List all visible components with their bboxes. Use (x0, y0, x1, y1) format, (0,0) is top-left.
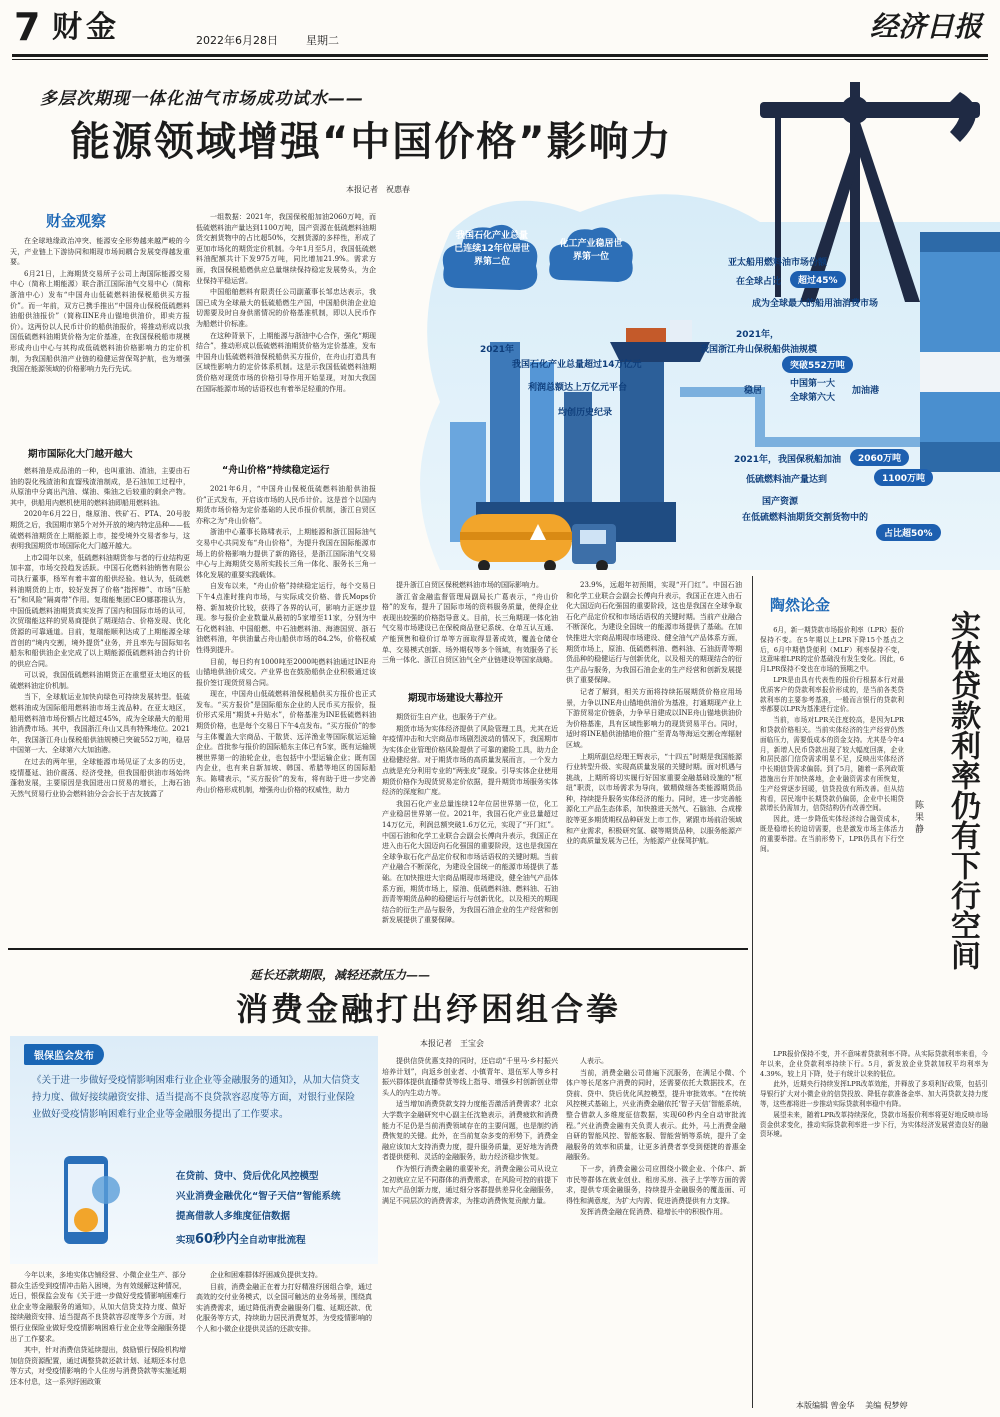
lead-col1-paragraph: 6月21日，上海期货交易所子公司上海国际能源交易中心（简称上期能源）联合浙江国际油气交易中心（简称浙油中心）发布“中国舟山低硫燃料油保税船供买方报价”。而一年前，双方已携手推出“中国舟山保税低硫燃料油船供油报价”（简称IINE舟山锚地供油价，即卖方报价）。这两份以人民币计价的船供油报价，将推动形成以我国低硫燃料油期货价格为定价基准，在我国保税船市规模形成舟山中心与其构成低硫燃料油价格影响力的定价机制，为我国船供油产业链的稳健运营保驾护航，也为增强我国在能源领域的价格影响力先行先试。 (10, 269, 190, 374)
issue-weekday: 星期二 (306, 34, 339, 47)
consumer-col2-paragraph: 企业和困难群体纾困减负提供支持。 (210, 1271, 322, 1279)
lead-col4-paragraph: 上期所副总经理王辉表示，“十四五”时期是我国能源行业转型升级、实现高质量发展的关键时期。面对机遇与挑战，上期所将切实履行好国家重要金融基础设施的“枢纽”职责，以市场需求为导向，做精做细各类能源期货品种，持续提升服务实体经济的能力。同时，进一步完善能源化工产品生态体系，加快推进天然气、石脑油、合成橡胶等更多期货期权品种研发上市工作，紧跟市场前沿领域和产业需求，积极研究氢、碳等期货品种，以服务能源产业的高质量发展为己任，为能源产业保驾护航。 (566, 752, 742, 846)
consumer-col3-paragraph: 提供信贷优惠支持的同时，还启动“千里马·乡村振兴培养计划”，向返乡创业者、小镇青年、退伍军人等乡村振兴群体提供直播带货等线上指导、增强乡村创新创业带头人的内生动力等。 (382, 1057, 558, 1097)
bullet-4 (176, 1228, 306, 1247)
footer-credits (796, 1400, 908, 1411)
rank-world: 全球第六大 (790, 393, 836, 403)
bullet-2: 兴业消费金融优化“智子天信”智能系统 (176, 1191, 341, 1202)
consumer-col1-paragraph: 其中，针对消费信贷延续提出，鼓励银行保险机构增加信贷资源配置，通过调整贷款还款计划、延期还本付息等方式，对受疫情影响的个人住房与消费贷款等实施延期还本付息，这一系列纾困政策 (10, 1346, 186, 1386)
lead-col3 (382, 580, 558, 680)
commentary-body-top-paragraph: 6月，新一期贷款市场报价利率（LPR）报价保持不变。在5年期以上LPR下降15个基点之后，6月中期借贷便利（MLF）利率保持不变，这意味着LPR的定价基础没有发生变化。因此，6月LPR保持不变也在市场的预期之中。 (760, 626, 904, 674)
page-number: 7 (14, 5, 41, 49)
lead-col3-paragraph: 浙江省金融监督管理局副局长广葛表示，“舟山价格”的发布，提升了国际市场的资料服务质量，使得企业表现出较强的价格指导意义。目前，长三角期现一体化油气交易市场建设已在保税商品登记系统、仓单互认互通、产能预售和稳价订单等方面取得显著成效，覆盖仓储仓单、交易模式创新、场外期权等多个领域，有效服务了长三角一体化、浙江自贸区油气全产业链建设等国家战略。 (382, 592, 558, 665)
lead-byline: 本报记者 祝惠春 (346, 185, 410, 194)
lead-col1b-paragraph: 燃料油是成品油的一种，也叫重油、渣油，主要由石油的裂化残渣油和直馏残渣油制成，是石油加工过程中，从原油中分离出汽油、煤油、柴油之后较重的剩余产物。其中，供船用内燃机使用的燃料油即船用燃料油。 (10, 467, 190, 507)
lead-col2b-paragraph: 目前，每日约有1000吨至2000吨燃料油通过INE舟山锚地供油价成交。产业界也在鼓励船供企业积极通过该报价签订现货贸易合同。 (196, 657, 376, 687)
commentary-body-top-paragraph: 因此，进一步降低实体经济综合融资成本，既是稳增长的迫切需要，也是激发市场主体活力的重要举措。在当前形势下，LPR仍具有下行空间。 (760, 815, 904, 853)
section-name: 财金 (52, 10, 120, 45)
lead-col1 (10, 236, 190, 446)
lead-col2b-paragraph: 现在，中国舟山低硫燃料油保税船供买方报价也正式发布。“买方报价”是国际船东企业的人民币买方报价，报价形式采用“期货+升贴水”，价格基准为INE低硫燃料油期货价格，也是每个交易日下午4点发布。“买方报价”的参与主体覆盖大宗商品、干散货、远洋渔业等国际航运运输企业。首批参与报价的国际船东主体已有5家，既有运输规模世界第一的油轮企业，也包括中小型运输企业；既有国内企业，也有来自新加坡、韩国、希腊等地区的国际船东。陈啸表示，“买方报价”的发布，将有助于进一步完善舟山价格形成机制，增强舟山价格的权威性，助力 (196, 690, 376, 794)
petrochem-total-stat: 我国石化产业总量超过14万亿元 (512, 360, 642, 370)
lead-col1b-paragraph: 可以说，我国低硫燃料油期货正在重塑亚太地区的低硫燃料油定价机制。 (10, 671, 190, 690)
editor-label: 本版编辑 (796, 1401, 828, 1410)
notice-tag-badge: 银保监会发布 (24, 1044, 104, 1065)
zhoushan-value: 突破552万吨 (782, 356, 853, 373)
lead-col2b (196, 484, 376, 941)
editor-name: 曾金华 (830, 1401, 855, 1410)
column-tag-badge: 财金观察 (46, 212, 107, 230)
lead-col1b-paragraph: 当下，全球航运业加快向绿色可持续发展转型。低硫燃料油成为国际船用燃料油市场主流品种。在亚太地区，船用燃料油市场份额占比超过45%，成为全球最大的船用油消费市场。其中，我国浙江舟山又具有特殊地位。2021年，我国浙江舟山保税船供油规模已突破552万吨，稳居中国第一大、全球第六大加油港。 (10, 693, 190, 755)
bullet-3: 提高借款人多维度征信数据 (176, 1211, 291, 1222)
year-label-b: 2021年， (736, 330, 780, 340)
bunker-label: 我国保税船加油 (778, 455, 842, 465)
lead-col2-paragraph: 一组数据：2021年，我国保税船加油2060万吨，而低硫燃料油产量达到1100万吨，国产资源在低硫燃料油期货交割货物中的占比超50%，交割货源的多样性，形成了更加市场化的期货定价机制。今年1月至5月，我国低硫燃料油配额共计下发975万吨，同比增加21.9%。需求方面，我国保税船燃供应总量继续保持稳定发展势头，为企业保持平稳运营。 (196, 213, 376, 285)
lead-headline: 能源领域增强“中国价格”影响力 (70, 119, 673, 165)
rank-suffix: 加油港 (852, 386, 880, 396)
lead-col2-paragraph: 中国船舶燃料有限责任公司副董事长邹忠达表示，我国已成为全球最大的低硫船燃生产国，中国船供油企业迫切需要及时自身供需情况的价格基准机制，即以人民币作为船燃计价标准。 (196, 288, 376, 328)
lead-col3b-paragraph: 期货衍生自产业，也服务于产业。 (396, 713, 501, 721)
bullet-4-prefix: 实现 (176, 1235, 196, 1246)
rank-china: 中国第一大 (790, 379, 836, 389)
lead-bottom-rule (8, 948, 748, 950)
cloud-text-right: 化工产业稳居世界第一位 (559, 239, 623, 262)
sub-heading-3: 期现市场建设大幕拉开 (408, 693, 504, 704)
record-stat: 均创历史纪录 (558, 408, 613, 418)
lead-kicker: 多层次期现一体化油气市场成功试水—— (40, 89, 364, 109)
consumer-col4 (566, 1056, 746, 1402)
consumer-col4-paragraph: 当前，消费金融公司普遍下沉服务，在满足小微、个体户等长尾客户消费的同时，还需要依托大数据技术，在贷前、贷中、贷后优化风控模型，提升审批效率。“在传统风控模式基础上，兴业消费金融依托‘智子天信’智能系统，整合借款人多维度征信数据，实现60秒内全自动审批流程。”兴业消费金融有关负责人表示。此外，马上消费金融自研的智能风控、智能客服、智能营销等系统，提升了金融服务的效率和质量，让更多消费者享受到便捷的普惠金融服务。 (566, 1068, 746, 1162)
lead-col2 (196, 212, 376, 456)
notice-text: 《关于进一步做好受疫情影响困难行业企业等金融服务的通知》，从加大信贷支持力度、做好接续融资安排、适当提高不良贷款容忍度等方面，对银行业保险业做好受疫情影响困难行业企业等金融服务提出了工作要求。 (32, 1075, 360, 1120)
consumer-col3-paragraph: 作为银行消费金融的重要补充，消费金融公司从设立之初就应立足不同群体的消费需求，在风险可控的前提下加大产品创新力度，通过细分客群提供差异化金融服务，满足不同层次的消费需求，为推动消费恢复贡献力量。 (382, 1164, 558, 1205)
issue-date: 2022年6月28日 (196, 34, 278, 47)
consumer-byline: 本报记者 王宝会 (420, 1039, 484, 1048)
lead-col2b-paragraph: 浙油中心董事长陈啸表示，上期能源和浙江国际油气交易中心共同发布“舟山价格”，为提升我国在国际能源市场上的价格影响力提供了新的路径，是浙江国际油气交易中心与上海期货交易所实践长三角一体化、服务长三角一体化发展的重要实践载体。 (196, 528, 376, 579)
zhoushan-label: 我国浙江舟山保税船供油规模 (700, 345, 818, 355)
consumer-col2 (196, 1270, 372, 1402)
domestic-value: 占比超50% (876, 524, 941, 541)
lead-col1b-paragraph: 2020年6月22日，继原油、铁矿石、PTA、20号胶期货之后，我国期市第5个对外开放的境内特定品种——低硫燃料油期货在上期能源上市，接受境外交易者参与，这表明我国期货市场国际化大门越开越大。 (10, 510, 190, 551)
petrochem-profit-stat: 利润总额达上万亿元平台 (528, 383, 628, 393)
lead-col1b (10, 466, 190, 941)
cloud-text-left: 我国石化产业总量已连续12年位居世界第二位 (454, 231, 530, 267)
consumer-col1 (10, 1270, 186, 1402)
commentary-body-bottom (760, 1050, 988, 1398)
year-label-c: 2021年， (734, 455, 778, 465)
consumer-col1-paragraph: 今年以来，多地实体店铺经营、小微企业生产、部分群众生活受到疫情冲击陷入困境，为有效缓解这种情况，近日，银保监会发布《关于进一步做好受疫情影响困难行业企业等金融服务的通知》，从加大信贷支持力度、做好接续融资安排、适当提高不良贷款容忍度等多个方面，对银行业保险业做好受疫情影响困难行业企业等金融服务提出了工作要求。 (10, 1271, 186, 1343)
paper-name-logo: 经济日报 (869, 10, 982, 43)
sub-heading-1: 期市国际化大门越开越大 (28, 449, 133, 460)
phone-icon (36, 1150, 136, 1250)
domestic-label: 国产资源 (762, 497, 799, 507)
lead-col3b-paragraph: 期货市场为实体经济提供了风险管理工具，尤其在近年疫情冲击和大宗商品市场剧烈波动的情况下，我国期市为实体企业管理价格风险提供了可靠的避险工具，助力企业稳健经营。对于期货市场的高质量发展而言，一个发力点就是充分利用专业的“两张皮”现象。引导实体企业使用期货价格作为现货贸易定价依据，提升期货市场服务实体经济的深度和广度。 (382, 724, 558, 797)
asia-share-prefix: 在全球占比 (736, 277, 782, 287)
bullet-1: 在贷前、贷中、贷后优化风控模型 (176, 1171, 319, 1182)
asia-share-label: 亚太船用燃料油市场份额 (728, 258, 828, 268)
storage-tank-icon (920, 232, 1000, 472)
bunker-value: 2060万吨 (850, 449, 909, 466)
commentary-body-top-paragraph: LPR是由具有代表性的报价行根据本行对最优质客户的贷款利率报价形成的，是当前各类贷款利率的主要参考基准，一般而言银行的贷款利率都要以LPR为基准进行定价。 (760, 675, 904, 714)
designer-label: 美编 (865, 1401, 882, 1410)
commentary-body-top (760, 626, 904, 1046)
commentary-body-bottom-paragraph: 展望未来，随着LPR改革持续深化，贷款市场报价利率将更好地反映市场资金供求变化，推动实际贷款利率进一步下行，为实体经济发展营造良好的融资环境。 (760, 1110, 988, 1139)
lead-col2b-paragraph: 2021年6月，“中国舟山保税低硫燃料油船供油报价”正式发布，开启该市场的人民币计价。这是首个以国内期货市场价格为定价基础的人民币报价机制，浙江自贸区亦称之为“舟山价格”。 (196, 485, 376, 525)
lead-col3-paragraph: 提升浙江自贸区保税燃料油市场的国际影响力。 (396, 581, 543, 589)
sub-heading-2: “舟山价格”持续稳定运行 (222, 465, 330, 476)
lead-col1b-paragraph: 上市2周年以来，低硫燃料油期货参与者的行业结构更加丰富，市场交投趋发活跃。中国石化燃料油销售有限公司执行董事，杨军有着丰富的船供经验。他认为，低硫燃料油期货的上市，较好发挥了价格“指挥棒”、市场“压舱石”和风险“隔离带”作用。复瑞能集团CEO娜郡推认为，中国低硫燃料油期货真实发挥了国内和国际市场的认可，次贸瑞能这样的贸易商提供了期现结合、价格发现、优化货源的可靠通道。目前，复瑞能顺利达成了上期能源全球首创的“境内交割，境外提货”业务，并且率先与国际知名船东和船供油企业完成了以上期能源低硫燃料油合约计价的供应合同。 (10, 553, 190, 668)
commentary-tag: 陶然论金 (770, 596, 831, 614)
designer-name: 倪梦婷 (883, 1401, 908, 1410)
commentary-author: 陈果静 (913, 800, 923, 836)
lead-col1-paragraph: 在全球地缘政治冲突、能源安全形势越来越严峻的今天，产业链上下游协同和期现市场间耦合发展变得越发重要。 (10, 237, 190, 267)
lead-col4 (566, 580, 742, 941)
lead-col2-paragraph: 在这种背景下，上期能源与浙油中心合作，强化“期现结合”，推动形成以低硫燃料油期货价格为定价基准，发布中国舟山低硫燃料油保税船供买方报价，在舟山打造具有区域性影响力的定价体系机制。这是示我国低硫燃料油期货价格对现货市场的价格引导作用开始显现，对加大我国在国际能源市场的话语权也有着举足轻重的作用。 (196, 331, 376, 393)
lead-col1b-paragraph: 在过去的两年里，全球能源市场见证了太多的历史，疫情蔓延、油价震荡、经济受挫，但我国船供油市场始终蓬勃发展，主要原因是我国进出口贸易的增长，上海石油天然气贸易行业协会燃料油分会会长于吉友披露了 (10, 758, 190, 798)
lead-col4-paragraph: 23.9%，远超年初预期，实现“开门红”。中国石油和化学工业联合会副会长傅向升表示，我国正在进入由石化大国迈向石化强国的重要阶段，这也是我国在全球争取石化产品定价权和市场话语权的关键时期。当前产业融合不断深化，为建设全国统一的能源市场提供了基础。在加快推进大宗商品期现市场建设、健全油气产品体系方面，期货市场上，原油、低硫燃料油、燃料油、石油沥青等期货品种的稳健运行与创新优化，以及相关的期现结合的衍生产品与服务，为我国石油企业的生产经营和创新发展提供了重要保障。 (566, 581, 742, 685)
consumer-col3-paragraph: 适当增加消费贷款支持力度能否激活消费需求？北京大学数字金融研究中心副主任沈艳表示，消费疲软和消费能力不足仍是当前消费领域存在的主要问题，也是制约消费恢复的关键。此外，在当前复杂多变的形势下，消费金融应该加大支持消费力度，提升服务质量，更好地为消费者提供便利、灵活的金融服务，助力经济稳步恢复。 (382, 1100, 558, 1162)
rank-prefix: 稳居 (744, 386, 763, 396)
consumer-col2-paragraph: 目前，消费金融正在着力打好精准纾困组合拳，通过高效的交付业务模式，以全国可触达的业务场景，围绕真实消费需求，通过降低消费金融服务门槛、延期还款、优化服务等方式，持续助力居民消费复苏，为受疫情影响的个人和小微企业提供灵活的还款安排。 (196, 1282, 372, 1333)
consumer-kicker: 延长还款期限，减轻还款压力—— (250, 968, 431, 982)
domestic-text: 在低硫燃料油期货交割货物中的 (742, 513, 869, 523)
asia-rank-text: 成为全球最大的船用油消费市场 (752, 299, 879, 309)
commentary-body-bottom-paragraph: LPR报价保持不变，并不意味着贷款利率不降。从实际贷款利率来看，今年以来，企业贷款利率持续下行。5月，新发放企业贷款加权平均利率为4.39%，较上月下降，处于有统计以来的低位。 (760, 1050, 988, 1078)
masthead (0, 0, 1000, 64)
consumer-col4-paragraph: 人表示。 (580, 1057, 608, 1065)
commentary-headline: 实体贷款利率仍有下行空间 (945, 610, 980, 970)
lead-col3b-paragraph: 我国石化产业总量连续12年位居世界第一位，化工产业稳居世界第一位。2021年，我国石化产业总量超过14万亿元，利润总额突破1.6万亿元，实现了“开门红”。中国石油和化学工业联合会副会长傅向升表示，我国正在进入由石化大国迈向石化强国的重要阶段，这也是我国在全球争取石化产品定价权和市场话语权的关键时期。当前产业融合不断深化，为建设全国统一的能源市场提供了基础。在加快推进大宗商品期现市场建设，健全油气产品体系方面，期货市场上，原油、低硫燃料油、燃料油、石油沥青等期货品种的稳健运行与创新优化，以及相关的期现结合的衍生产品与服务，为我国石油企业的生产经营和创新发展提供了重要保障。 (382, 799, 558, 925)
consumer-col3 (382, 1056, 558, 1402)
bullet-4-value: 60秒内 (195, 1232, 240, 1247)
output-value: 1100万吨 (874, 469, 933, 486)
bullet-4-suffix: 全自动审批流程 (239, 1235, 306, 1246)
consumer-headline: 消费金融打出纾困组合拳 (236, 990, 622, 1028)
commentary-body-top-paragraph: 当前，市场对LPR关注度较高，是因为LPR和贷款价格相关。当前实体经济的生产经营仍然面临压力，需要低成本的资金支持。尤其是今年4月，新增人民币贷款出现了较大幅度回落，企业和居民部门信贷需求明显不足，反映出实体经济中长期信贷需求偏弱。到了5月，随着一系列政策措施出台并加快落地，企业融资需求有所恢复，生产经营逐步回暖，信贷投放有所改善。但从结构看，居民端中长期贷款仍偏弱，企业中长期贷款增长仍需加力，信贷结构仍有改善空间。 (760, 716, 904, 813)
lead-col3b (382, 712, 558, 941)
consumer-col4-paragraph: 下一步，消费金融公司应围绕小微企业、个体户、新市民等群体在就业创业、租房买房、孩子上学等方面的需求，提供专项金融服务，持续提升金融服务的覆盖面、可得性和满意度，为扩大内需、促进消费提供有力支撑。 (566, 1164, 746, 1205)
masthead-rule-thin (12, 59, 988, 60)
year-label-a: 2021年 (480, 345, 515, 355)
lead-col2b-paragraph: 自发布以来，“舟山价格”持续稳定运行，每个交易日下午4点准时推向市场，与实际成交价格、普氏Mops价格、新加坡价比较，获得了各界的认可，影响力正逐步显现。参与报价企业数量从最初的5家增至11家，分别为中石化燃料油、中国船燃、中石油燃料油、海港国贸、浙石油燃料油，年供油量占舟山船供市场的84.2%，价格权威性得到提升。 (196, 582, 376, 654)
masthead-rule (12, 54, 988, 57)
commentary-body-bottom-paragraph: 此外，近期央行持续发挥LPR改革效能，并释放了多项利好政策，包括引导银行扩大对小微企业的信贷投放、降低存款准备金率、加大再贷款支持力度等，这些都将进一步推动实际贷款利率稳中有降。 (760, 1080, 988, 1108)
asia-share-value: 超过45% (790, 271, 846, 288)
output-label: 低硫燃料油产量达到 (746, 475, 828, 485)
lead-col4-paragraph: 记者了解到，相关方面将持续拓展期货价格应用场景，力争以INE舟山锚地供油价为基准，打通期现产业上下游贸易定价链条，力争早日建成以INE舟山锚地供油价为价格基准，具有区域性影响力的现货贸易平台。同时，适时将INE船供油锚地价推广至青岛等海运交割仓库辐射区域。 (566, 687, 742, 749)
consumer-col4-paragraph: 发挥消费金融在促消费、稳增长中的积极作用。 (580, 1208, 727, 1217)
